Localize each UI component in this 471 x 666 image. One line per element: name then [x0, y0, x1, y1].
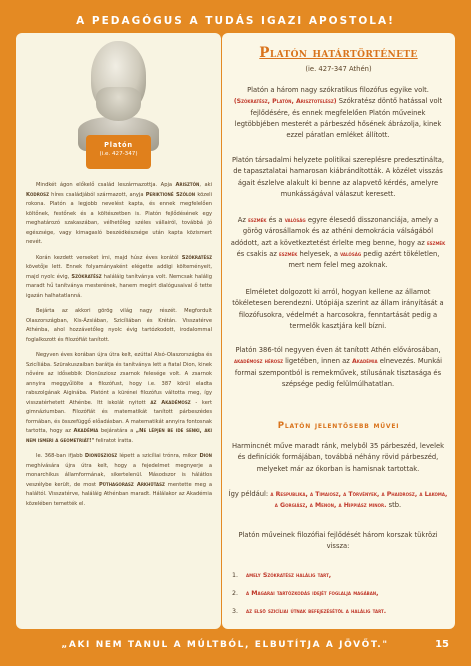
plato-bust-image [76, 39, 161, 174]
name-highlight: Kodrosz [26, 191, 49, 198]
name-highlight: „Ne lépjen be ide senki, aki nem ismeri a geometriát!" [26, 428, 212, 444]
page-number: 15 [435, 639, 449, 650]
text-run: egyre élesedő disszonanciája, amely a görög városállamok és az athéni demokrácia válságából adódott, azt a következtetést érlelte meg benne, hogy az [230, 216, 439, 247]
text-run: és csakis az [236, 249, 280, 258]
name-highlight: Dion [199, 453, 212, 459]
name-highlight: Dionüsziosz [84, 453, 118, 459]
text-run: Platón műveinek filozófiai fejlődését három korszak tükrözi vissza: [238, 531, 438, 551]
keyword: eszmék [248, 217, 267, 224]
works-section-title: Platón jelentősebb művei [277, 421, 400, 431]
keyword: akadémosz hérosz [233, 358, 283, 366]
bio-paragraph-5 [26, 452, 212, 509]
works-item-number: 2. [232, 590, 239, 597]
works-item-text: amely Szókratész halálig tart, [246, 572, 332, 579]
article-paragraph-5 [228, 345, 448, 390]
text-run: ligetében, innen az [282, 357, 352, 366]
keyword: (Szókratész, Platón, Arisztotelész) [233, 98, 337, 106]
text-run: Az [237, 216, 249, 224]
works-list-item [232, 606, 452, 624]
name-highlight: Akadémia [73, 428, 99, 434]
text-run: Bejárta az akkori görög világ nagy részét. Megfordult Olaszországban, Kis-Ázsiában, Szicíliában és Krétán. Visszatérve Athénba, ahol hozzávetőleg nyolc évig tartózkodott, irodalommal foglalkozott és filozófiát tanított. [26, 308, 212, 343]
article-title: Platón határtörténete [259, 45, 418, 61]
bio-paragraph-4 [26, 351, 212, 446]
text-run: Harmincnét műve maradt ránk, melyből 35 párbeszéd, levelek és definíciók formájában, továbbá néhány rövid párbeszéd, melyeket már az ókorban is hamisnak tartottak. [231, 442, 445, 473]
text-run: és a [266, 216, 285, 224]
keyword: a Respublika, a Timaiosz, a Törvények, a Phaidrosz, a Lakoma, a Gorgiász, a Menon, a Hippiász minor. [270, 491, 448, 510]
name-highlight: Periktioné Szólon [145, 191, 196, 198]
text-run: Szókratész döntő hatással volt fejlődésére, és ennek megfelelően Platón műveinek legtöbbjében mesterét a párbeszéd hősének ábrázolja, kinek ezzel páratlan emléket állított. [234, 97, 443, 140]
keyword: valóság [284, 217, 306, 224]
name-highlight: az Akadémosz [150, 399, 191, 406]
text-run: helyesek, a [297, 249, 341, 258]
article-text-1 [228, 85, 448, 141]
text-run: Ie. 368-ban ifjabb [36, 453, 85, 459]
bottom-quote: „AKI NEM TANUL A MÚLTBÓL, ELBUTÍTJA A JÖVŐT." [61, 640, 389, 650]
portrait-name: Platón [104, 141, 133, 149]
name-highlight: Püthagorasz Arkhütasz [98, 481, 165, 488]
bust-beard [96, 87, 141, 121]
text-run: Elméletet dolgozott ki arról, hogyan kellene az államot tökéletesen berendezni. Utópiája szerint az állam irányítását a filozófusokra, védelmét a harcosokra, fenntartását pedig a termelők kasztjára kell bízni. [232, 288, 444, 330]
article-paragraph-4 [228, 287, 448, 332]
biography-text [26, 181, 212, 515]
text-run: - kert gimnáziumban. Filozófiát és matematikát tanított párbeszédes formában, és összefüggő előadásban. A matematikát annyira fontosnak tartotta, hogy az [26, 399, 212, 434]
bio-paragraph-2 [26, 254, 212, 302]
works-list [232, 570, 452, 624]
article-text-7 [228, 489, 448, 512]
text-run: közeli rokona. Platón a legjobb nevelést kapta, és ennek megfelelően költőnek, festőnek és a költészetben is. Platón fejlődésének egy meghatározó szakaszában, vélhetőleg széles vállairól, továbbá jó egészsége, vagy kimagasló beszédkészsége után kapta közismert nevét. [26, 191, 213, 245]
text-run: elnevezés. Munkái formai szempontból is remekművek, stílusának tisztasága és szépsége pedig felülmúlhatatlan. [234, 357, 443, 388]
article-text-3 [228, 215, 448, 271]
article-paragraph-3 [228, 215, 448, 271]
text-run: bejáratára a [98, 428, 136, 434]
article-paragraph-7 [228, 489, 448, 512]
keyword: eszmék [426, 239, 446, 247]
text-run: mentette meg a haláltól. Visszatérve, haláláig Athénban maradt. Hálálakor az Akadémia közelében temették el. [26, 481, 213, 507]
text-run: Mindkét ágon előkelő család leszármazottja. Apja [36, 182, 176, 188]
works-list-item [232, 570, 452, 588]
text-run: Platón a három nagy szókratikus filozófus egyike volt. [247, 86, 429, 94]
article-text-5 [228, 345, 448, 390]
text-run: stb. [386, 501, 402, 510]
text-run: meghívására újra útra kelt, hogy a fejedelmet megnyerje a monarchikus államformának, sikertelenül. Másodszor is hálátlos veszélybe került, de most [26, 462, 212, 488]
article-text-2 [228, 155, 448, 200]
article-text-6 [228, 441, 448, 475]
bio-paragraph-3 [26, 307, 212, 345]
keyword: Akadémia [351, 358, 378, 366]
article-text-4 [228, 287, 448, 332]
works-item-text: a Magarai tartózkodás idejét foglalja magában, [246, 590, 379, 597]
keyword: eszmék [279, 250, 298, 258]
text-run: Korán kezdett verseket írni, majd húsz éves korától [36, 254, 182, 261]
keyword: valóság [340, 250, 362, 258]
article-paragraph-6 [228, 441, 448, 475]
article-text-8 [228, 530, 448, 553]
portrait-caption [86, 135, 151, 169]
article-paragraph-2 [228, 155, 448, 200]
bio-paragraph-1 [26, 181, 212, 248]
name-highlight: Szókratész [71, 273, 102, 280]
works-item-number: 3. [232, 608, 239, 615]
name-highlight: Szókratész [181, 254, 212, 261]
portrait-dates: (i.e. 427-347) [99, 151, 138, 157]
text-run: Negyven éves korában újra útra kelt, ezúttal Alsó-Olaszországba és Szicíliába. Szürakuszaiban barátja és tanítványa lett a fiatal Dion, kinek nővére az idősebbik Dionüsziosz zsarnok felesége volt. A zsarnok annyira meggyűlölte a filozófust, hogy i.e. 387 körül eladta rabszolgának Aiginába. Platónt a kürénei filozófus váltotta meg, így visszatérhetett Athénbe. Itt iskolát nyitott [26, 352, 212, 406]
works-item-number: 1. [232, 572, 239, 579]
text-run: pedig azért tökéletlen, mert nem felel meg azoknak. [288, 249, 440, 270]
text-run: feliratot íratta. [94, 437, 134, 444]
text-run: lépett a szicíliai trónra, mikor [117, 453, 200, 459]
works-item-text: az első szicíliai útnak befejezésétől a halálig tart. [246, 608, 387, 615]
text-run: Így például: [228, 490, 271, 498]
top-banner: A PEDAGÓGUS A TUDÁS IGAZI APOSTOLA! [76, 15, 395, 27]
works-list-item [232, 588, 452, 606]
text-run: haláláig tanítványa volt. Nemcsak halálig maradt hű tanítványa mesterének, hanem megírt dialógusaival ő tette igazán halhatatlanná. [26, 273, 212, 299]
article-panel [222, 33, 455, 629]
biography-panel [16, 33, 221, 629]
text-run: Platón 386-tól negyven éven át tanított Athén elővárosában, [235, 346, 441, 354]
text-run: híres családjából származott, anyja [48, 191, 146, 198]
article-subtitle: (ie. 427-347 Athén) [305, 65, 372, 73]
article-paragraph-8 [228, 530, 448, 553]
text-run: követője lett. Ennek folyamányaként elégette addigi költeményeit, majd nyolc évig, [26, 264, 212, 280]
text-run: Platón társadalmi helyzete politikai szereplésre predesztinálta, de tapasztalatai hamarosan kiábrándították. A közélet visszás ágait észlelve alakult ki benne az alapvető kérdés, amelyre munkásságával válaszut keresett. [231, 156, 444, 198]
text-run: , aki [199, 182, 213, 188]
name-highlight: Arisztón [175, 182, 200, 188]
article-paragraph-1 [228, 85, 448, 141]
